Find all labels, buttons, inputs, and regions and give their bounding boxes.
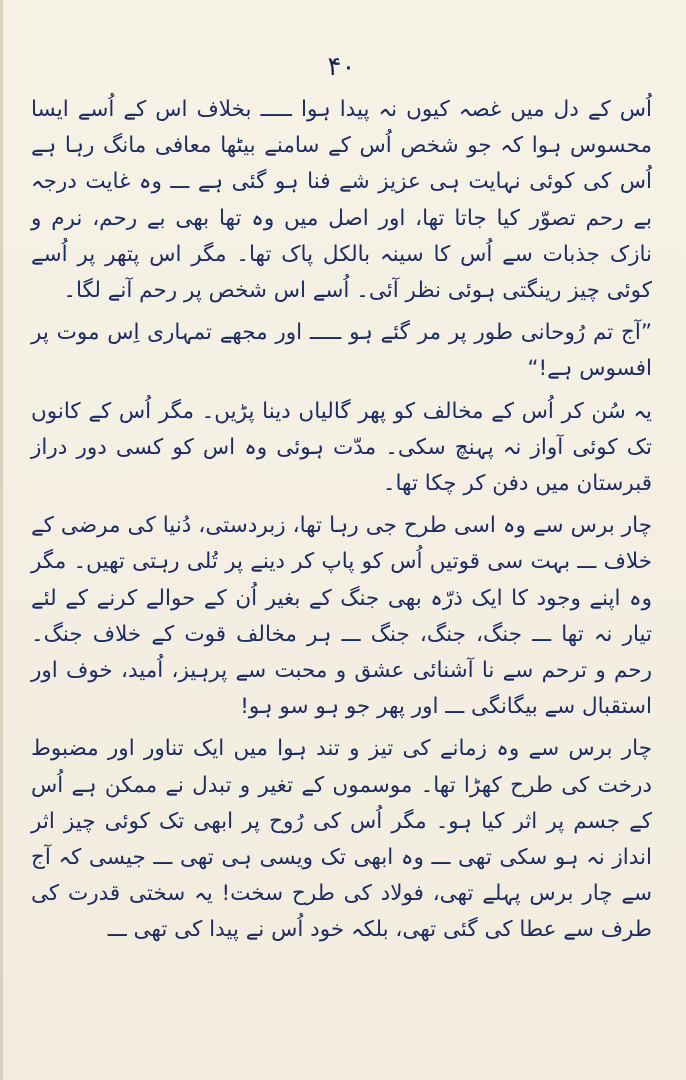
page-body-text — [31, 92, 652, 949]
paragraph-5: چار برس سے وہ زمانے کی تیز و تند ہوا میں ایک تناور اور مضبوط درخت کی طرح کھڑا تھا۔ موسموں کے تغیر و تبدل نے ممکن ہے اُس کے جسم پر اثر کیا ہو۔ مگر اُس کی رُوح پر ابھی تک کوئی چیز اثر انداز نہ ہو سکی تھی ـــ وہ ابھی تک ویسی ہی تھی ـــ جیسی کہ آج سے چار برس پہلے تھی، فولاد کی طرح سخت! یہ سختی قدرت کی طرف سے عطا کی گئی تھی، بلکہ خود اُس نے پیدا کی تھی ـــ — [31, 736, 652, 943]
paragraph-2: ”آج تم رُوحانی طور پر مر گئے ہو ـــــ اور مجھے تمہاری اِس موت پر افسوس ہے!“ — [31, 320, 652, 382]
page-number: ۴۰ — [327, 52, 356, 82]
paragraph-1: اُس کے دل میں غصہ کیوں نہ پیدا ہوا ـــــ بخلاف اس کے اُسے ایسا محسوس ہوا کہ جو شخص اُس کے سامنے بیٹھا معافی مانگ رہا ہے اُس کی کوئی نہایت ہی عزیز شے فنا ہو گئی ہے ـــ وہ غایت درجہ بے رحم تصوّر کیا جاتا تھا، اور اصل میں وہ تھا بھی بے رحم، نرم و نازک جذبات سے اُس کا سینہ بالکل پاک تھا۔ مگر اس پتھر پر اُسے کوئی چیز رینگتی ہوئی نظر آئی۔ اُسے اس شخص پر رحم آنے لگا۔ — [31, 97, 652, 304]
paragraph-3: یہ سُن کر اُس کے مخالف کو پھر گالیاں دینا پڑیں۔ مگر اُس کے کانوں تک کوئی آواز نہ پہنچ سکی۔ مدّت ہوئی وہ اس کو کسی دور دراز قبرستان میں دفن کر چکا تھا۔ — [31, 398, 652, 497]
paragraph-4: چار برس سے وہ اسی طرح جی رہا تھا، زبردستی، دُنیا کی مرضی کے خلاف ـــ بہت سی قوتیں اُس کو پاپ کر دینے پر تُلی رہتی تھیں۔ مگر وہ اپنے وجود کا ایک ذرّہ بھی جنگ کے بغیر اُن کے حوالے کرنے کے لئے تیار نہ تھا ـــ جنگ، جنگ، جنگ ـــ ہر مخالف قوت کے خلاف جنگ۔ رحم و ترحم سے نا آشنائی عشق و محبت سے پرہیز، اُمید، خوف اور استقبال سے بیگانگی ـــ اور پھر جو ہو سو ہو! — [31, 513, 652, 720]
